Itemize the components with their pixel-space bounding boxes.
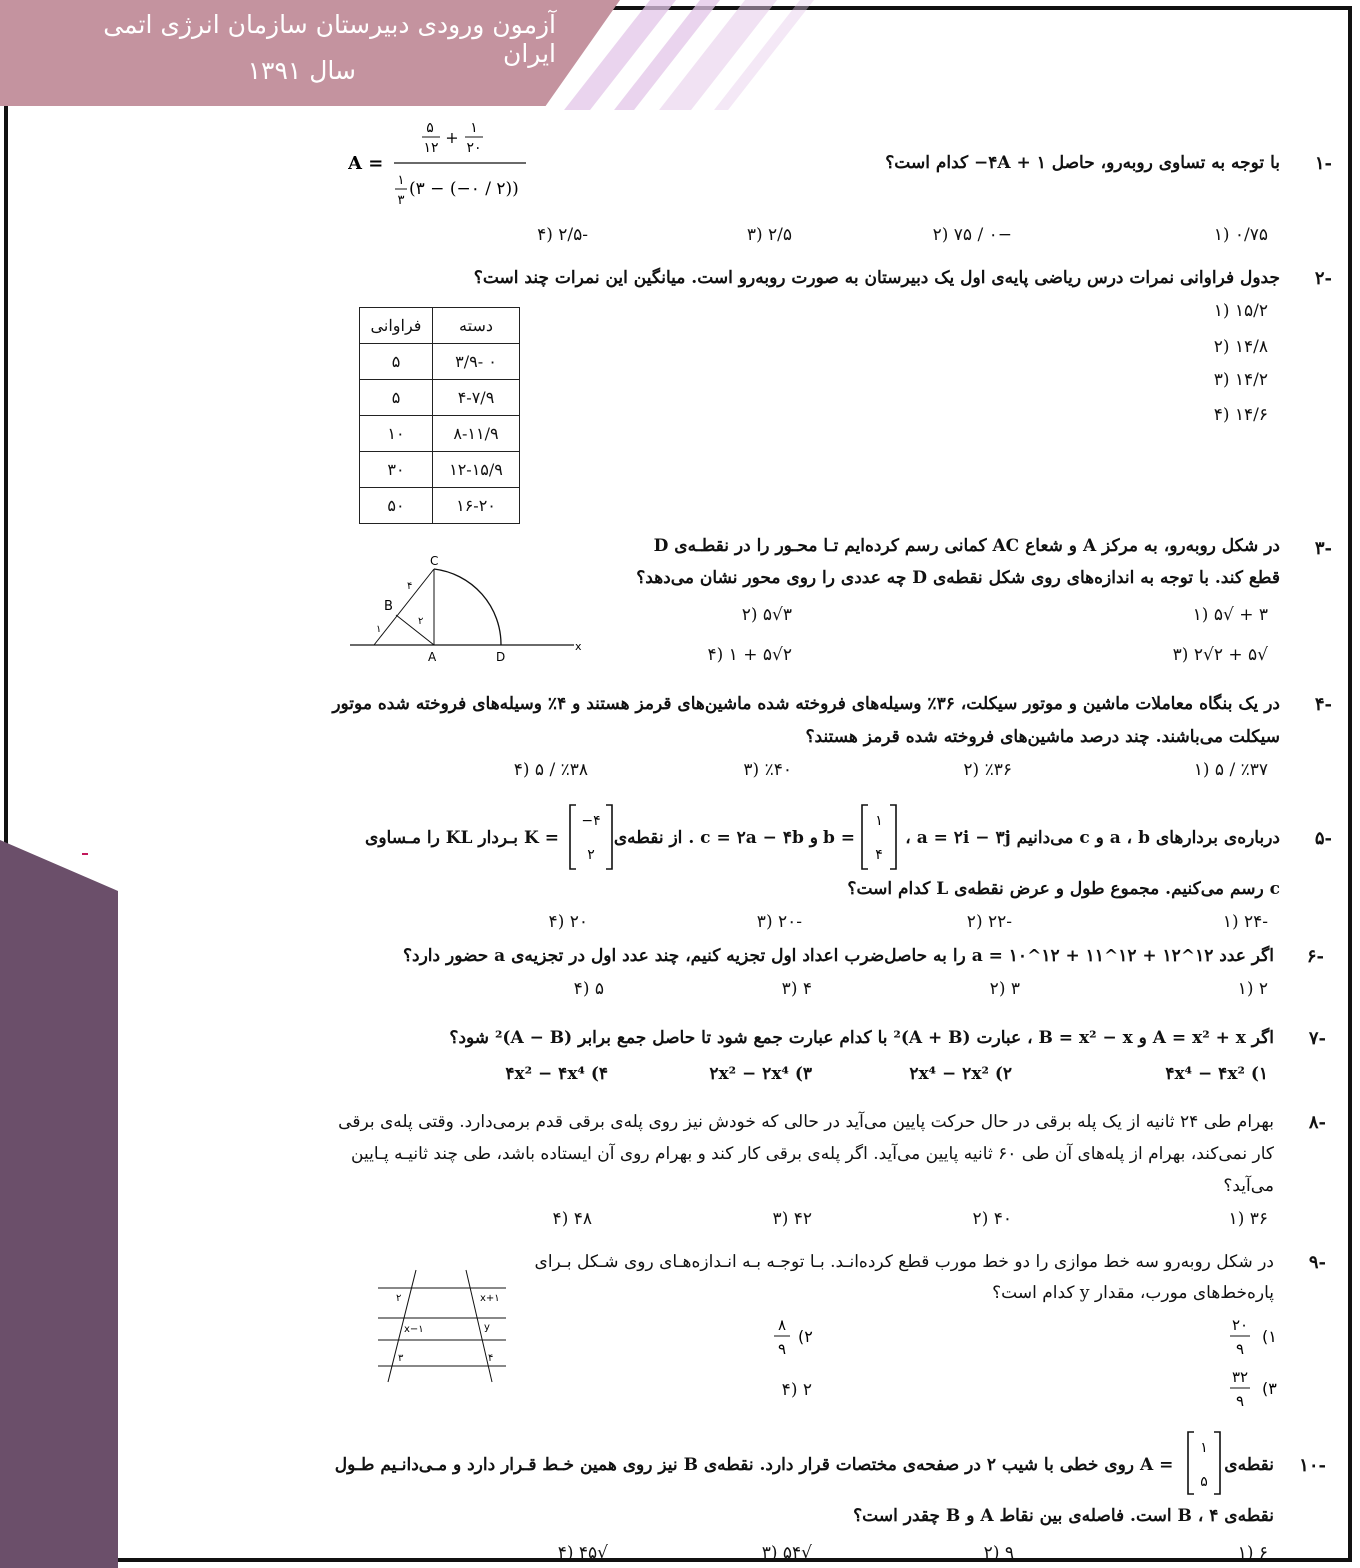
option-1[interactable]: ۰/۷۵ (۱ [1213, 225, 1268, 245]
vector-k [568, 803, 614, 871]
table-header-row [360, 308, 520, 344]
question-number: -۷ [1308, 1028, 1326, 1049]
table-cell: ۰ -۳/۹ [433, 344, 520, 380]
option-4[interactable]: ٪۳۸ / ۵ (۴ [513, 760, 588, 780]
question-text: پاره‌خط‌های مورب، مقدار y کدام است؟ [992, 1283, 1274, 1303]
option-2[interactable]: ۳ (۲ [989, 979, 1020, 999]
option-1[interactable]: ۶ (۱ [1237, 1543, 1268, 1563]
option-1[interactable]: ۱۵/۲ (۱ [1213, 301, 1268, 321]
svg-text:D: D [496, 650, 506, 664]
option-3[interactable]: -۲۰ (۳ [756, 912, 802, 932]
question-number: -۳ [1314, 538, 1332, 559]
svg-text:C: C [430, 554, 439, 568]
option-1[interactable]: ۲ (۱ [1237, 979, 1268, 999]
table-cell: ۳۰ [360, 452, 433, 488]
question-number: -۶ [1306, 946, 1324, 967]
option-3[interactable]: ۱۴/۲ (۳ [1213, 370, 1268, 390]
option-1[interactable]: ٪۳۷ / ۵ (۱ [1193, 760, 1268, 780]
table-cell: ۱۶-۲۰ [433, 488, 520, 524]
svg-text:۲: ۲ [587, 847, 595, 863]
frequency-table [359, 307, 520, 524]
table-row [360, 452, 520, 488]
table-row [360, 416, 520, 452]
question-number: -۱۰ [1299, 1455, 1326, 1476]
option-3[interactable]: √۵ + ۲√۲ (۳ [1172, 645, 1268, 665]
table-header: دسته [433, 308, 520, 344]
parallel-lines-figure [376, 1266, 510, 1386]
svg-text:x: x [575, 640, 582, 653]
option-4[interactable]: ۲ (۴ [781, 1380, 812, 1400]
svg-text:۳۲: ۳۲ [1231, 1368, 1249, 1386]
table-row [360, 488, 520, 524]
option-1[interactable]: ۳۶ (۱ [1228, 1209, 1268, 1229]
svg-text:۵: ۵ [426, 120, 434, 136]
option-4[interactable]: ۲√۵ + ۱ (۴ [707, 645, 792, 665]
question-text: اگر عدد ۱۲^۱۲ + ۱۲^۱۱ + ۱۲^۱۰ = a را به حاصل‌ضرب اعداد اول تجزیه کنیم، چند عدد اول در تجزیه‌ی a حضور دارد؟ [402, 946, 1274, 966]
question-text: می‌آید؟ [1223, 1176, 1274, 1196]
question-text: بهرام طی ۲۴ ثانیه از یک پله برقی در حال حرکت پایین می‌آید در حالی که خودش نیز روی پله‌ی برقی قدم برمی‌دارد. وقتی پله‌ی برقی [338, 1112, 1274, 1132]
svg-text:۲۰: ۲۰ [466, 140, 482, 156]
svg-text:−۴: −۴ [581, 813, 601, 829]
arc-figure [346, 552, 586, 664]
table-cell: ۵۰ [360, 488, 433, 524]
svg-text:۹: ۹ [1235, 1340, 1245, 1358]
svg-text:۱: ۱ [875, 813, 883, 829]
question-number: -۴ [1314, 694, 1332, 715]
question-text: نقطه‌ی [1224, 1455, 1274, 1475]
table-cell: ۴-۷/۹ [433, 380, 520, 416]
svg-text:۲۰: ۲۰ [1231, 1316, 1249, 1334]
decorative-dash [82, 853, 88, 855]
vector-a-label: A = [1140, 1455, 1174, 1475]
vector-b-label: b = [823, 828, 856, 848]
option-2[interactable]: −۰ / ۷۵ (۲ [932, 225, 1012, 245]
option-3[interactable]: ۲x² − ۲x⁴ (۳ [709, 1064, 812, 1084]
option-3[interactable]: ۴ (۳ [781, 979, 812, 999]
question-text: روی خطی با شیب ۲ در صفحه‌ی مختصات قرار دارد. نقطه‌ی B نیز روی همین خـط قـرار دارد و مـی‌دانـیم طـول [334, 1455, 1134, 1475]
svg-text:+: + [445, 128, 459, 147]
table-header: فراوانی [360, 308, 433, 344]
exam-year: سال ۱۳۹۱ [247, 56, 356, 85]
option-2[interactable]: ۲x⁴ − ۲x² (۲ [909, 1064, 1012, 1084]
side-decoration [0, 840, 118, 1568]
table-cell: ۱۰ [360, 416, 433, 452]
option-4[interactable]: ۴۸ (۴ [552, 1209, 592, 1229]
svg-text:۳: ۳ [397, 193, 405, 208]
svg-text:۹: ۹ [1235, 1392, 1245, 1410]
svg-text:۴: ۴ [488, 1353, 494, 1364]
svg-text:(۲: (۲ [798, 1327, 813, 1346]
option-2[interactable]: ٪۳۶ (۲ [963, 760, 1012, 780]
question-number: -۱ [1314, 153, 1332, 174]
option-4[interactable]: ۱۴/۶ (۴ [1213, 405, 1268, 425]
question-text: قطع کند. با توجه به اندازه‌های روی شکل نقطه‌ی D چه عددی را روی محور نشان می‌دهد؟ [636, 568, 1280, 588]
svg-text:۱: ۱ [470, 120, 478, 136]
option-3[interactable] [1226, 1366, 1286, 1412]
question-text: و c = ۲a − ۴b . از نقطه‌ی [613, 828, 818, 848]
svg-text:۱: ۱ [376, 624, 382, 635]
svg-text:۹: ۹ [777, 1340, 787, 1358]
option-4[interactable]: ۲۰ (۴ [548, 912, 588, 932]
table-row [360, 344, 520, 380]
question-text: بـردار KL را مـساوی [365, 828, 518, 848]
question-text: نقطه‌ی B ، ۴ است. فاصله‌ی بین نقاط A و B چقدر است؟ [853, 1506, 1274, 1526]
svg-text:y: y [484, 1322, 490, 1333]
option-3[interactable]: ۲/۵ (۳ [746, 225, 792, 245]
exam-title: آزمون ورودی دبیرستان سازمان انرژی اتمی ایران [103, 10, 556, 68]
option-2[interactable] [770, 1314, 830, 1360]
question-text: جدول فراوانی نمرات درس ریاضی پایه‌ی اول یک دبیرستان به صورت روبه‌رو است. میانگین این نمرات چند است؟ [473, 268, 1280, 288]
question-text: درباره‌ی بردارهای a ، b و c می‌دانیم a = ۲i − ۳j ، [905, 828, 1280, 848]
svg-text:A =: A = [348, 153, 384, 174]
svg-text:۸: ۸ [777, 1316, 787, 1334]
question-text: اگر A = x² + x و B = x² − x ، عبارت (A + B)² با کدام عبارت جمع شود تا حاصل جمع برابر (A − B)² شود؟ [449, 1028, 1274, 1048]
svg-text:(۳ − (−۰ / ۲)): (۳ − (−۰ / ۲)) [409, 179, 519, 199]
table-cell: ۵ [360, 380, 433, 416]
svg-text:۱۲: ۱۲ [423, 140, 439, 156]
svg-text:۴: ۴ [407, 581, 413, 592]
option-4[interactable]: -۲/۵ (۴ [537, 225, 588, 245]
vector-b [860, 803, 898, 871]
option-2[interactable]: ۳√۵ (۲ [741, 605, 792, 625]
vector-k-label: K = [524, 828, 559, 848]
formula-a [348, 118, 548, 214]
option-2[interactable]: ۹ (۲ [983, 1543, 1014, 1563]
svg-text:A: A [428, 650, 437, 664]
option-3[interactable]: ۴۲ (۳ [772, 1209, 812, 1229]
option-1[interactable]: ۳ + √۵ (۱ [1192, 605, 1268, 625]
svg-text:B: B [384, 599, 393, 614]
formula-graphic [348, 118, 548, 214]
question-number: -۹ [1308, 1252, 1326, 1273]
question-text: در شکل روبه‌رو سه خط موازی را دو خط مورب قطع کرده‌انـد. بـا توجـه بـه انـدازه‌هـای روی شـکل بـرای [534, 1252, 1274, 1272]
table-cell: ۵ [360, 344, 433, 380]
question-text: در شکل روبه‌رو، به مرکز A و شعاع AC کمانی رسم کرده‌ایم تـا محـور را در نقطـه‌ی D [653, 536, 1280, 556]
question-number: -۲ [1314, 268, 1332, 289]
svg-text:۱: ۱ [1200, 1440, 1208, 1456]
option-1[interactable]: ۴x⁴ − ۴x² (۱ [1165, 1064, 1268, 1084]
question-number: -۵ [1314, 828, 1332, 849]
option-2[interactable]: ۱۴/۸ (۲ [1213, 337, 1268, 357]
table-cell: ۸-۱۱/۹ [433, 416, 520, 452]
question-text: c رسم می‌کنیم. مجموع طول و عرض نقطه‌ی L کدام است؟ [847, 879, 1280, 899]
question-text: در یک بنگاه معاملات ماشین و موتور سیکلت، ۳۶٪ وسیله‌های فروخته شده ماشین‌های قرمز هستند و ۴٪ وسیله‌های فروخته شده موتور [332, 694, 1280, 714]
vector-a [1186, 1430, 1222, 1496]
question-number: -۸ [1308, 1112, 1326, 1133]
option-3[interactable]: ٪۴۰ (۳ [743, 760, 792, 780]
svg-text:۲: ۲ [418, 616, 424, 627]
option-4[interactable]: √۴۵ (۴ [557, 1543, 608, 1563]
question-text: سیکلت می‌باشند. چند درصد ماشین‌های فروخته شده قرمز هستند؟ [805, 727, 1280, 747]
svg-text:۵: ۵ [1200, 1474, 1208, 1490]
question-text: کار نمی‌کند، بهرام از پله‌های آن طی ۶۰ ثانیه پایین می‌آید. اگر پله‌ی برقی کار کند و بهرام روی آن ایستاده باشد، طی چند ثانیـه پـایین [351, 1144, 1274, 1164]
option-2[interactable]: -۲۲ (۲ [966, 912, 1012, 932]
option-4[interactable]: ۵ (۴ [573, 979, 604, 999]
svg-text:x+۱: x+۱ [480, 1293, 500, 1304]
table-cell: ۱۲-۱۵/۹ [433, 452, 520, 488]
svg-text:x−۱: x−۱ [404, 1324, 424, 1335]
svg-text:(۱: (۱ [1262, 1327, 1277, 1346]
svg-text:۲: ۲ [396, 1293, 402, 1304]
svg-text:۳: ۳ [398, 1353, 404, 1364]
page-border [4, 6, 1352, 1562]
option-3[interactable]: √۵۴ (۳ [761, 1543, 812, 1563]
table-row [360, 380, 520, 416]
question-text: با توجه به تساوی روبه‌رو، حاصل ۱ + ۴A− کدام است؟ [885, 153, 1280, 173]
svg-text:۱: ۱ [397, 173, 405, 188]
option-2[interactable]: ۴۰ (۲ [972, 1209, 1012, 1229]
svg-text:۴: ۴ [875, 847, 883, 863]
option-1[interactable] [1226, 1314, 1286, 1360]
option-1[interactable]: -۲۴ (۱ [1222, 912, 1268, 932]
option-4[interactable]: ۴x² − ۴x⁴ (۴ [505, 1064, 608, 1084]
svg-text:(۳: (۳ [1262, 1379, 1277, 1398]
